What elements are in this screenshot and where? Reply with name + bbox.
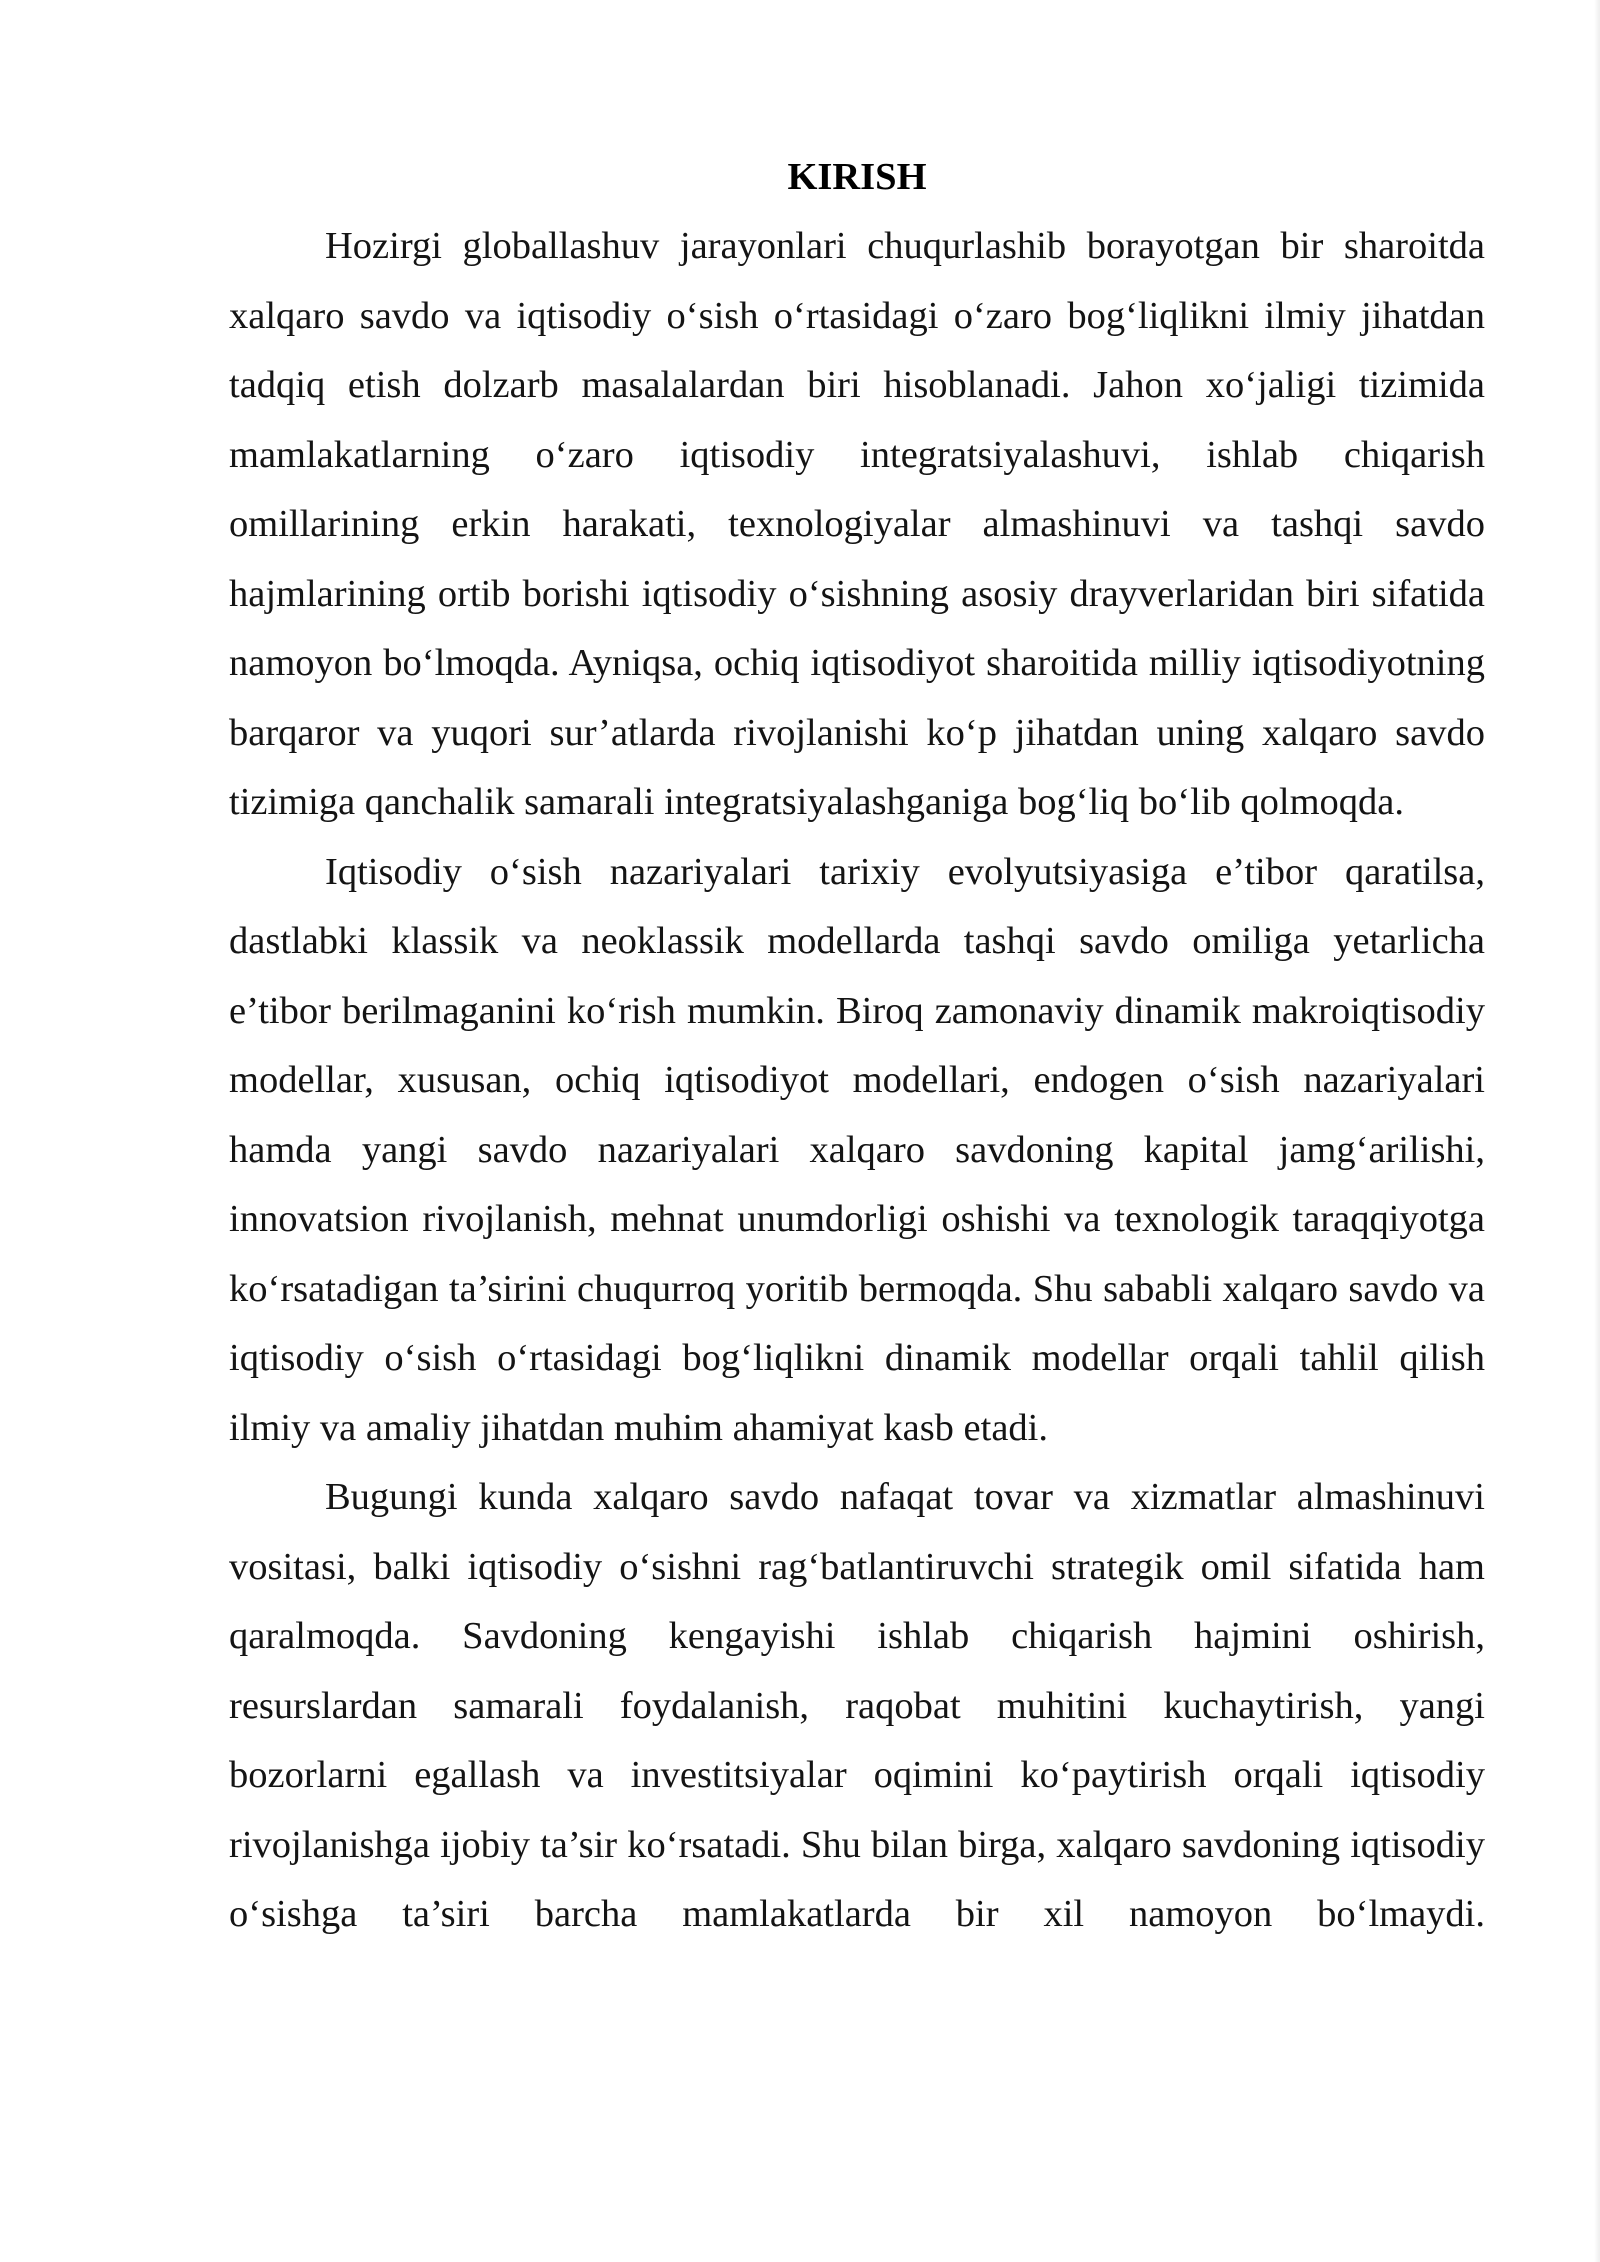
paragraph-3: Bugungi kunda xalqaro savdo nafaqat tovar va xizmatlar almashinuvi vositasi, balki iqtisodiy o‘sishni rag‘batlantiruvchi strategik omil sifatida ham qaralmoqda. Savdoning kengayishi ishlab chiqarish hajmini oshirish, resurslardan samarali foydalanish, raqobat muhitini kuchaytirish, yangi bozorlarni egallash va investitsiyalar oqimini ko‘paytirish orqali iqtisodiy rivojlanishga ijobiy ta’sir ko‘rsatadi. Shu bilan birga, xalqaro savdoning iqtisodiy o‘sishga ta’siri barcha mamlakatlarda bir xil namoyon bo‘lmaydi. bbox=[229, 1476, 1485, 1935]
paragraph-1: Hozirgi globallashuv jarayonlari chuqurlashib borayotgan bir sharoitda xalqaro savdo va iqtisodiy o‘sish o‘rtasidagi o‘zaro bog‘liqlikni ilmiy jihatdan tadqiq etish dolzarb masalalardan biri hisoblanadi. Jahon xo‘jaligi tizimida mamlakatlarning o‘zaro iqtisodiy integratsiyalashuvi, ishlab chiqarish omillarining erkin harakati, texnologiyalar almashinuvi va tashqi savdo hajmlarining ortib borishi iqtisodiy o‘sishning asosiy drayverlaridan biri sifatida namoyon bo‘lmoqda. Ayniqsa, ochiq iqtisodiyot sharoitida milliy iqtisodiyotning barqaror va yuqori sur’atlarda rivojlanishi ko‘p jihatdan uning xalqaro savdo tizimiga qanchalik samarali integratsiyalashganiga bog‘liq bo‘lib qolmoqda. bbox=[229, 225, 1485, 823]
page-edge-shadow bbox=[1594, 0, 1600, 2262]
paragraph-2: Iqtisodiy o‘sish nazariyalari tarixiy evolyutsiyasiga e’tibor qaratilsa, dastlabki klassik va neoklassik modellarda tashqi savdo omiliga yetarlicha e’tibor berilmaganini ko‘rish mumkin. Biroq zamonaviy dinamik makroiqtisodiy modellar, xususan, ochiq iqtisodiyot modellari, endogen o‘sish nazariyalari hamda yangi savdo nazariyalari xalqaro savdoning kapital jamg‘arilishi, innovatsion rivojlanish, mehnat unumdorligi oshishi va texnologik taraqqiyotga ko‘rsatadigan ta’sirini chuqurroq yoritib bermoqda. Shu sababli xalqaro savdo va iqtisodiy o‘sish o‘rtasidagi bog‘liqlikni dinamik modellar orqali tahlil qilish ilmiy va amaliy jihatdan muhim ahamiyat kasb etadi. bbox=[229, 850, 1485, 1449]
document-body bbox=[229, 148, 1485, 1950]
section-title: KIRISH bbox=[787, 156, 927, 198]
